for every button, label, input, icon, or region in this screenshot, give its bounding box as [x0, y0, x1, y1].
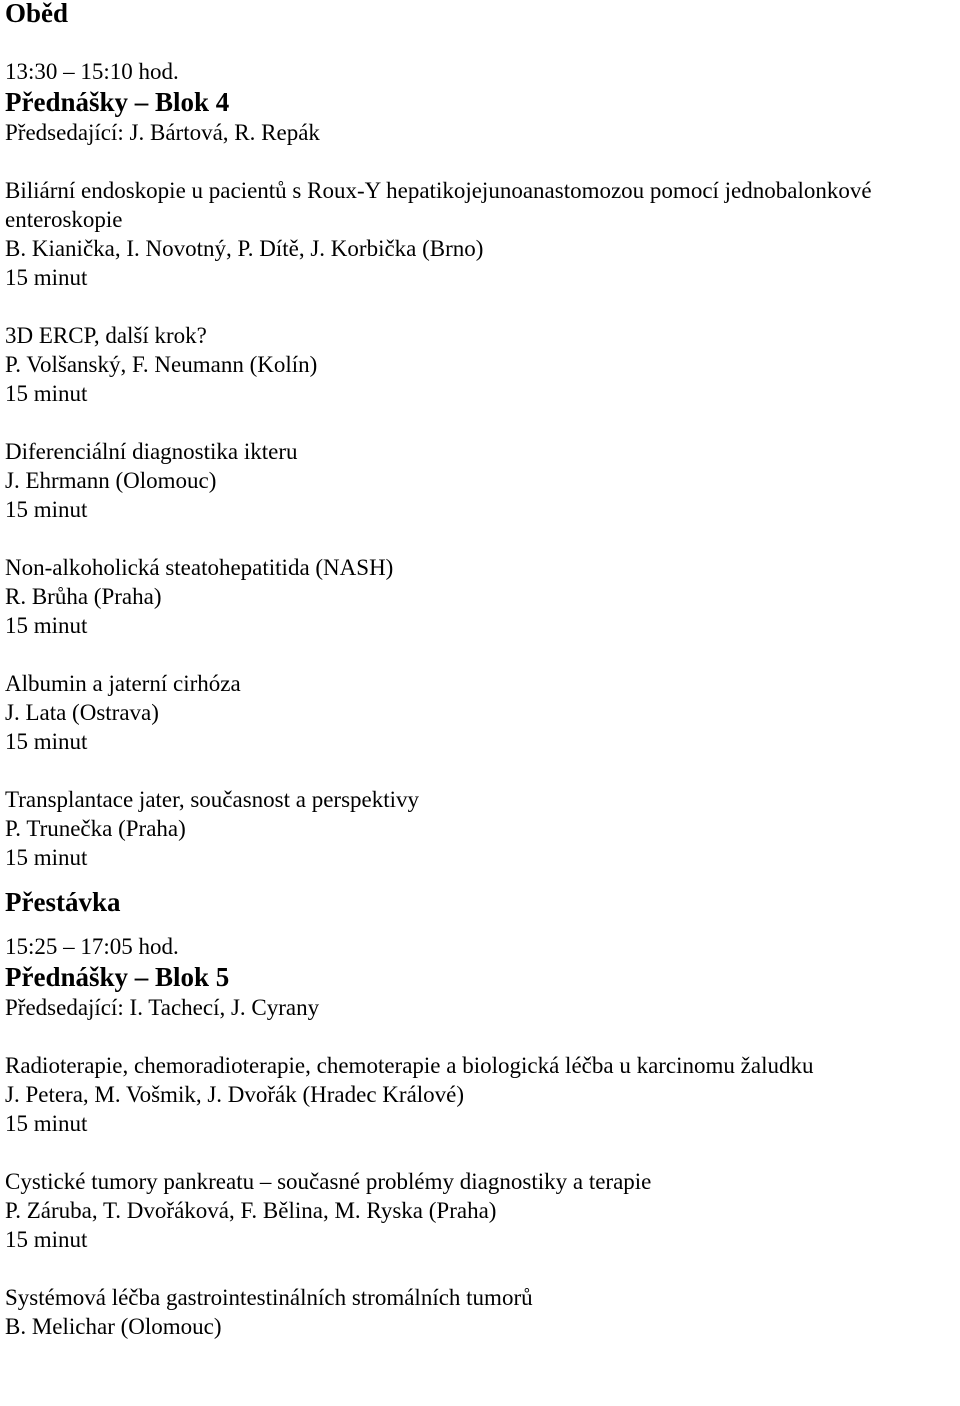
- talk-title: 3D ERCP, další krok?: [5, 323, 207, 348]
- talk-authors: B. Kianička, I. Novotný, P. Dítě, J. Korbička (Brno): [5, 236, 484, 261]
- talk-item: [5, 1051, 955, 1138]
- talk-authors: P. Trunečka (Praha): [5, 816, 186, 841]
- block5-time: 15:25 – 17:05 hod.: [5, 934, 179, 959]
- block4-time: 13:30 – 15:10 hod.: [5, 59, 179, 84]
- talk-title: Non-alkoholická steatohepatitida (NASH): [5, 555, 394, 580]
- talk-duration: 15 minut: [5, 729, 88, 754]
- talk-item: [5, 553, 955, 640]
- spacer: [5, 147, 955, 176]
- spacer: [5, 872, 955, 886]
- talk-duration: 15 minut: [5, 381, 88, 406]
- talk-title: Biliární endoskopie u pacientů s Roux-Y hepatikojejunoanastomozou pomocí jednobalonkové enteroskopie: [5, 178, 872, 232]
- spacer: [5, 292, 955, 321]
- talk-item: [5, 321, 955, 408]
- block4-chairs: Předsedající: J. Bártová, R. Repák: [5, 120, 320, 145]
- talk-duration: 15 minut: [5, 1227, 88, 1252]
- lunch-heading: Oběd: [5, 0, 69, 28]
- talk-item: [5, 669, 955, 756]
- spacer: [5, 1138, 955, 1167]
- talk-duration: 15 minut: [5, 497, 88, 522]
- talk-duration: 15 minut: [5, 1111, 88, 1136]
- talk-duration: 15 minut: [5, 265, 88, 290]
- spacer: [5, 918, 955, 932]
- talk-authors: J. Ehrmann (Olomouc): [5, 468, 217, 493]
- talk-item: [5, 1167, 955, 1254]
- spacer: [5, 28, 955, 57]
- talk-item: [5, 437, 955, 524]
- talk-duration: 15 minut: [5, 845, 88, 870]
- talk-title: Cystické tumory pankreatu – současné problémy diagnostiky a terapie: [5, 1169, 652, 1194]
- talk-title: Systémová léčba gastrointestinálních stromálních tumorů: [5, 1285, 533, 1310]
- talk-title: Albumin a jaterní cirhóza: [5, 671, 241, 696]
- talk-authors: J. Lata (Ostrava): [5, 700, 159, 725]
- talk-item: [5, 176, 955, 292]
- talk-authors: B. Melichar (Olomouc): [5, 1314, 222, 1339]
- break-heading: Přestávka: [5, 887, 121, 917]
- talk-authors: J. Petera, M. Vošmik, J. Dvořák (Hradec Králové): [5, 1082, 465, 1107]
- spacer: [5, 408, 955, 437]
- program-page: [5, 0, 955, 1341]
- spacer: [5, 1022, 955, 1051]
- talk-item: [5, 1283, 955, 1341]
- talk-item: [5, 785, 955, 872]
- talk-title: Diferenciální diagnostika ikteru: [5, 439, 298, 464]
- talk-authors: P. Záruba, T. Dvořáková, F. Bělina, M. Ryska (Praha): [5, 1198, 497, 1223]
- block5-title: Přednášky – Blok 5: [5, 962, 230, 992]
- spacer: [5, 640, 955, 669]
- talk-authors: R. Brůha (Praha): [5, 584, 162, 609]
- block5-chairs: Předsedající: I. Tachecí, J. Cyrany: [5, 995, 320, 1020]
- spacer: [5, 524, 955, 553]
- talk-duration: 15 minut: [5, 613, 88, 638]
- talk-title: Radioterapie, chemoradioterapie, chemoterapie a biologická léčba u karcinomu žaludku: [5, 1053, 814, 1078]
- spacer: [5, 756, 955, 785]
- block4-title: Přednášky – Blok 4: [5, 87, 230, 117]
- talk-authors: P. Volšanský, F. Neumann (Kolín): [5, 352, 318, 377]
- talk-title: Transplantace jater, současnost a perspektivy: [5, 787, 420, 812]
- spacer: [5, 1254, 955, 1283]
